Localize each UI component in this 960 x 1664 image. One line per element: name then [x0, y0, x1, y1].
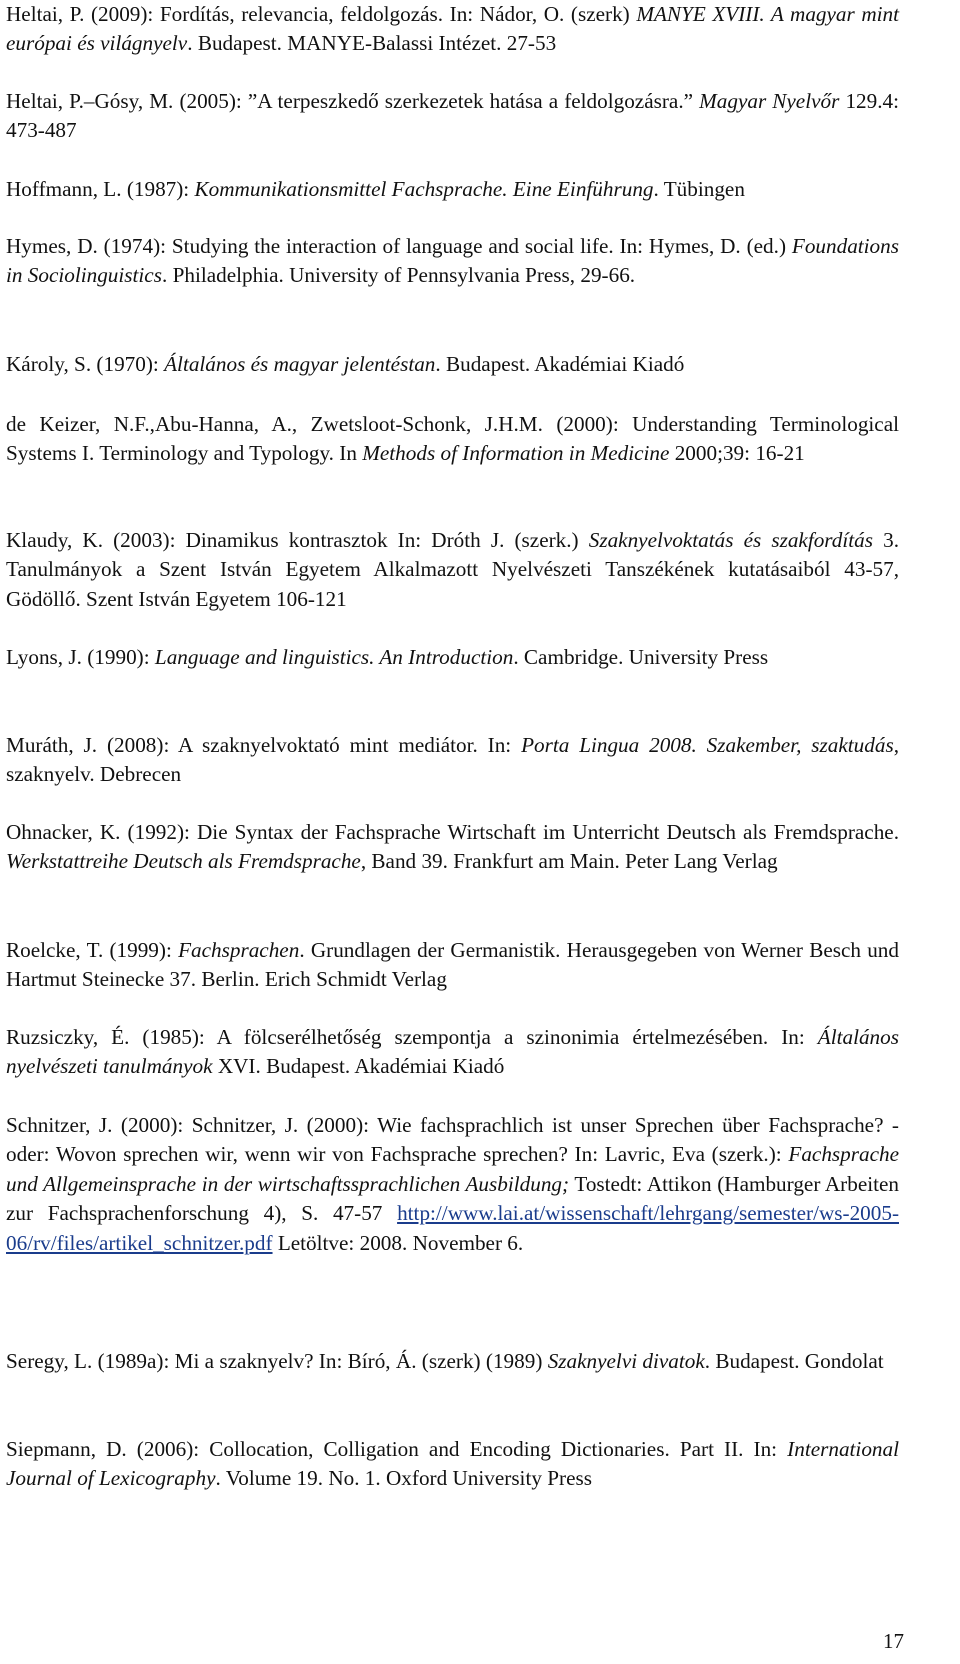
reference-hymes-1974: [6, 232, 899, 291]
reference-text: Hymes, D. (1974): Studying the interaction of language and social life. In: Hymes, D. (ed.): [6, 234, 792, 258]
reference-title: Fachsprache und Allgemeinsprache in der wirtschaftssprachlichen Ausbildung;: [6, 1142, 899, 1196]
reference-ohnacker-1992: [6, 818, 899, 877]
reference-tail: . Budapest. Gondolat: [704, 1349, 884, 1373]
reference-text: Lyons, J. (1990):: [6, 645, 155, 669]
reference-tail: , Band 39. Frankfurt am Main. Peter Lang Verlag: [360, 849, 778, 874]
reference-lyons-1990: [6, 643, 899, 672]
reference-tail: . Volume 19. No. 1. Oxford University Press: [215, 1466, 592, 1491]
reference-title: Werkstattreihe Deutsch als Fremdsprache: [6, 849, 361, 874]
reference-tail: . Philadelphia. University of Pennsylvania Press, 29-66.: [161, 263, 636, 288]
reference-tail: . Grundlagen der Germanistik. Herausgegeben von Werner Besch und Hartmut Steinecke 37. Berlin. Erich Schmidt Verlag: [6, 938, 899, 992]
reference-tail: 129.4: 473-487: [6, 89, 900, 143]
reference-text: Siepmann, D. (2006): Collocation, Colligation and Encoding Dictionaries. Part II. In:: [6, 1437, 788, 1461]
reference-title: Szaknyelvi divatok: [547, 1349, 705, 1373]
reference-text: Seregy, L. (1989a): Mi a szaknyelv? In: Bíró, Á. (szerk) (1989): [6, 1349, 548, 1373]
reference-title: Language and linguistics. An Introduction: [154, 645, 514, 669]
reference-text: Károly, S. (1970):: [6, 352, 165, 376]
reference-de-keizer-2000: [6, 410, 899, 469]
reference-klaudy-2003: [6, 526, 899, 614]
reference-text: Klaudy, K. (2003): Dinamikus kontrasztok In: Dróth J. (szerk.): [6, 528, 589, 552]
reference-title: MANYE XVIII. A magyar mint európai és világnyelv: [6, 2, 899, 56]
reference-seregy-1989: [6, 1347, 899, 1376]
reference-tail: , szaknyelv. Debrecen: [6, 733, 899, 787]
reference-text: Muráth, J. (2008): A szaknyelvoktató mint mediátor. In:: [6, 733, 522, 757]
reference-roelcke-1999: [6, 936, 899, 995]
reference-schnitzer-2000: [6, 1111, 899, 1258]
reference-title: Kommunikationsmittel Fachsprache. Eine Einführung: [194, 177, 654, 201]
reference-title: International Journal of Lexicography: [6, 1437, 899, 1491]
reference-title: Porta Lingua 2008. Szakember, szaktudás: [521, 733, 894, 757]
reference-tail: . Budapest. Akadémiai Kiadó: [435, 352, 685, 376]
reference-tail: XVI. Budapest. Akadémiai Kiadó: [212, 1054, 505, 1079]
reference-text: Heltai, P.–Gósy, M. (2005): ”A terpeszkedő szerkezetek hatása a feldolgozásra.”: [6, 89, 700, 113]
reference-ruzsiczky-1985: [6, 1023, 899, 1082]
reference-tail: Tostedt: Attikon (Hamburger Arbeiten zur Fachsprachenforschung 4), S. 47-57: [6, 1171, 899, 1226]
reference-heltai-2009: [6, 0, 899, 59]
reference-title: Foundations in Sociolinguistics: [6, 234, 899, 288]
page-number: 17: [883, 1629, 904, 1653]
reference-tail: 3. Tanulmányok a Szent István Egyetem Alkalmazott Nyelvészeti Tanszékének kutatásaiból 43-57, Gödöllő. Szent István Egyetem 106-121: [6, 528, 899, 611]
reference-title: Magyar Nyelvőr: [699, 89, 840, 113]
reference-siepmann-2006: [6, 1435, 899, 1494]
reference-title: Methods of Information in Medicine: [362, 441, 670, 466]
reference-heltai-gosy-2005: [6, 87, 899, 146]
reference-text: Hoffmann, L. (1987):: [6, 177, 195, 201]
reference-link[interactable]: http://www.lai.at/wissenschaft/lehrgang/semester/ws-2005-06/rv/files/artikel_schnitzer.pdf: [6, 1201, 899, 1255]
reference-title: Általános és magyar jelentéstan: [164, 352, 436, 376]
reference-tail: . Cambridge. University Press: [513, 645, 769, 669]
reference-tail: . Budapest. MANYE-Balassi Intézet. 27-53: [187, 31, 557, 56]
reference-text: Ohnacker, K. (1992): Die Syntax der Fachsprache Wirtschaft im Unterricht Deutsch als Fremdsprache.: [6, 820, 899, 844]
reference-text: Heltai, P. (2009): Fordítás, relevancia, feldolgozás. In: Nádor, O. (szerk): [6, 2, 637, 26]
reference-title: Általános nyelvészeti tanulmányok: [6, 1025, 899, 1079]
reference-tail: 2000;39: 16-21: [669, 441, 805, 466]
reference-text: de Keizer, N.F.,Abu-Hanna, A., Zwetsloot-Schonk, J.H.M. (2000): Understanding Terminological Systems I. Terminology and Typology. In: [6, 412, 899, 466]
reference-hoffmann-1987: [6, 175, 899, 204]
reference-tail: . Tübingen: [653, 177, 745, 201]
reference-accessed: Letöltve: 2008. November 6.: [272, 1230, 524, 1255]
reference-title: Fachsprachen: [178, 938, 300, 962]
reference-title: Szaknyelvoktatás és szakfordítás: [588, 528, 873, 552]
reference-text: Ruzsiczky, É. (1985): A fölcserélhetőség szempontja a szinonimia értelmezésében. In:: [6, 1025, 818, 1049]
reference-karoly-1970: [6, 350, 899, 379]
reference-murath-2008: [6, 731, 899, 790]
reference-text: Roelcke, T. (1999):: [6, 938, 179, 962]
reference-text: Schnitzer, J. (2000): Schnitzer, J. (2000): Wie fachsprachlich ist unser Sprechen über Fachsprache? - oder: Wovon sprechen wir, wenn wir von Fachsprache sprechen? In: Lavric, Eva (szerk.):: [6, 1113, 899, 1167]
